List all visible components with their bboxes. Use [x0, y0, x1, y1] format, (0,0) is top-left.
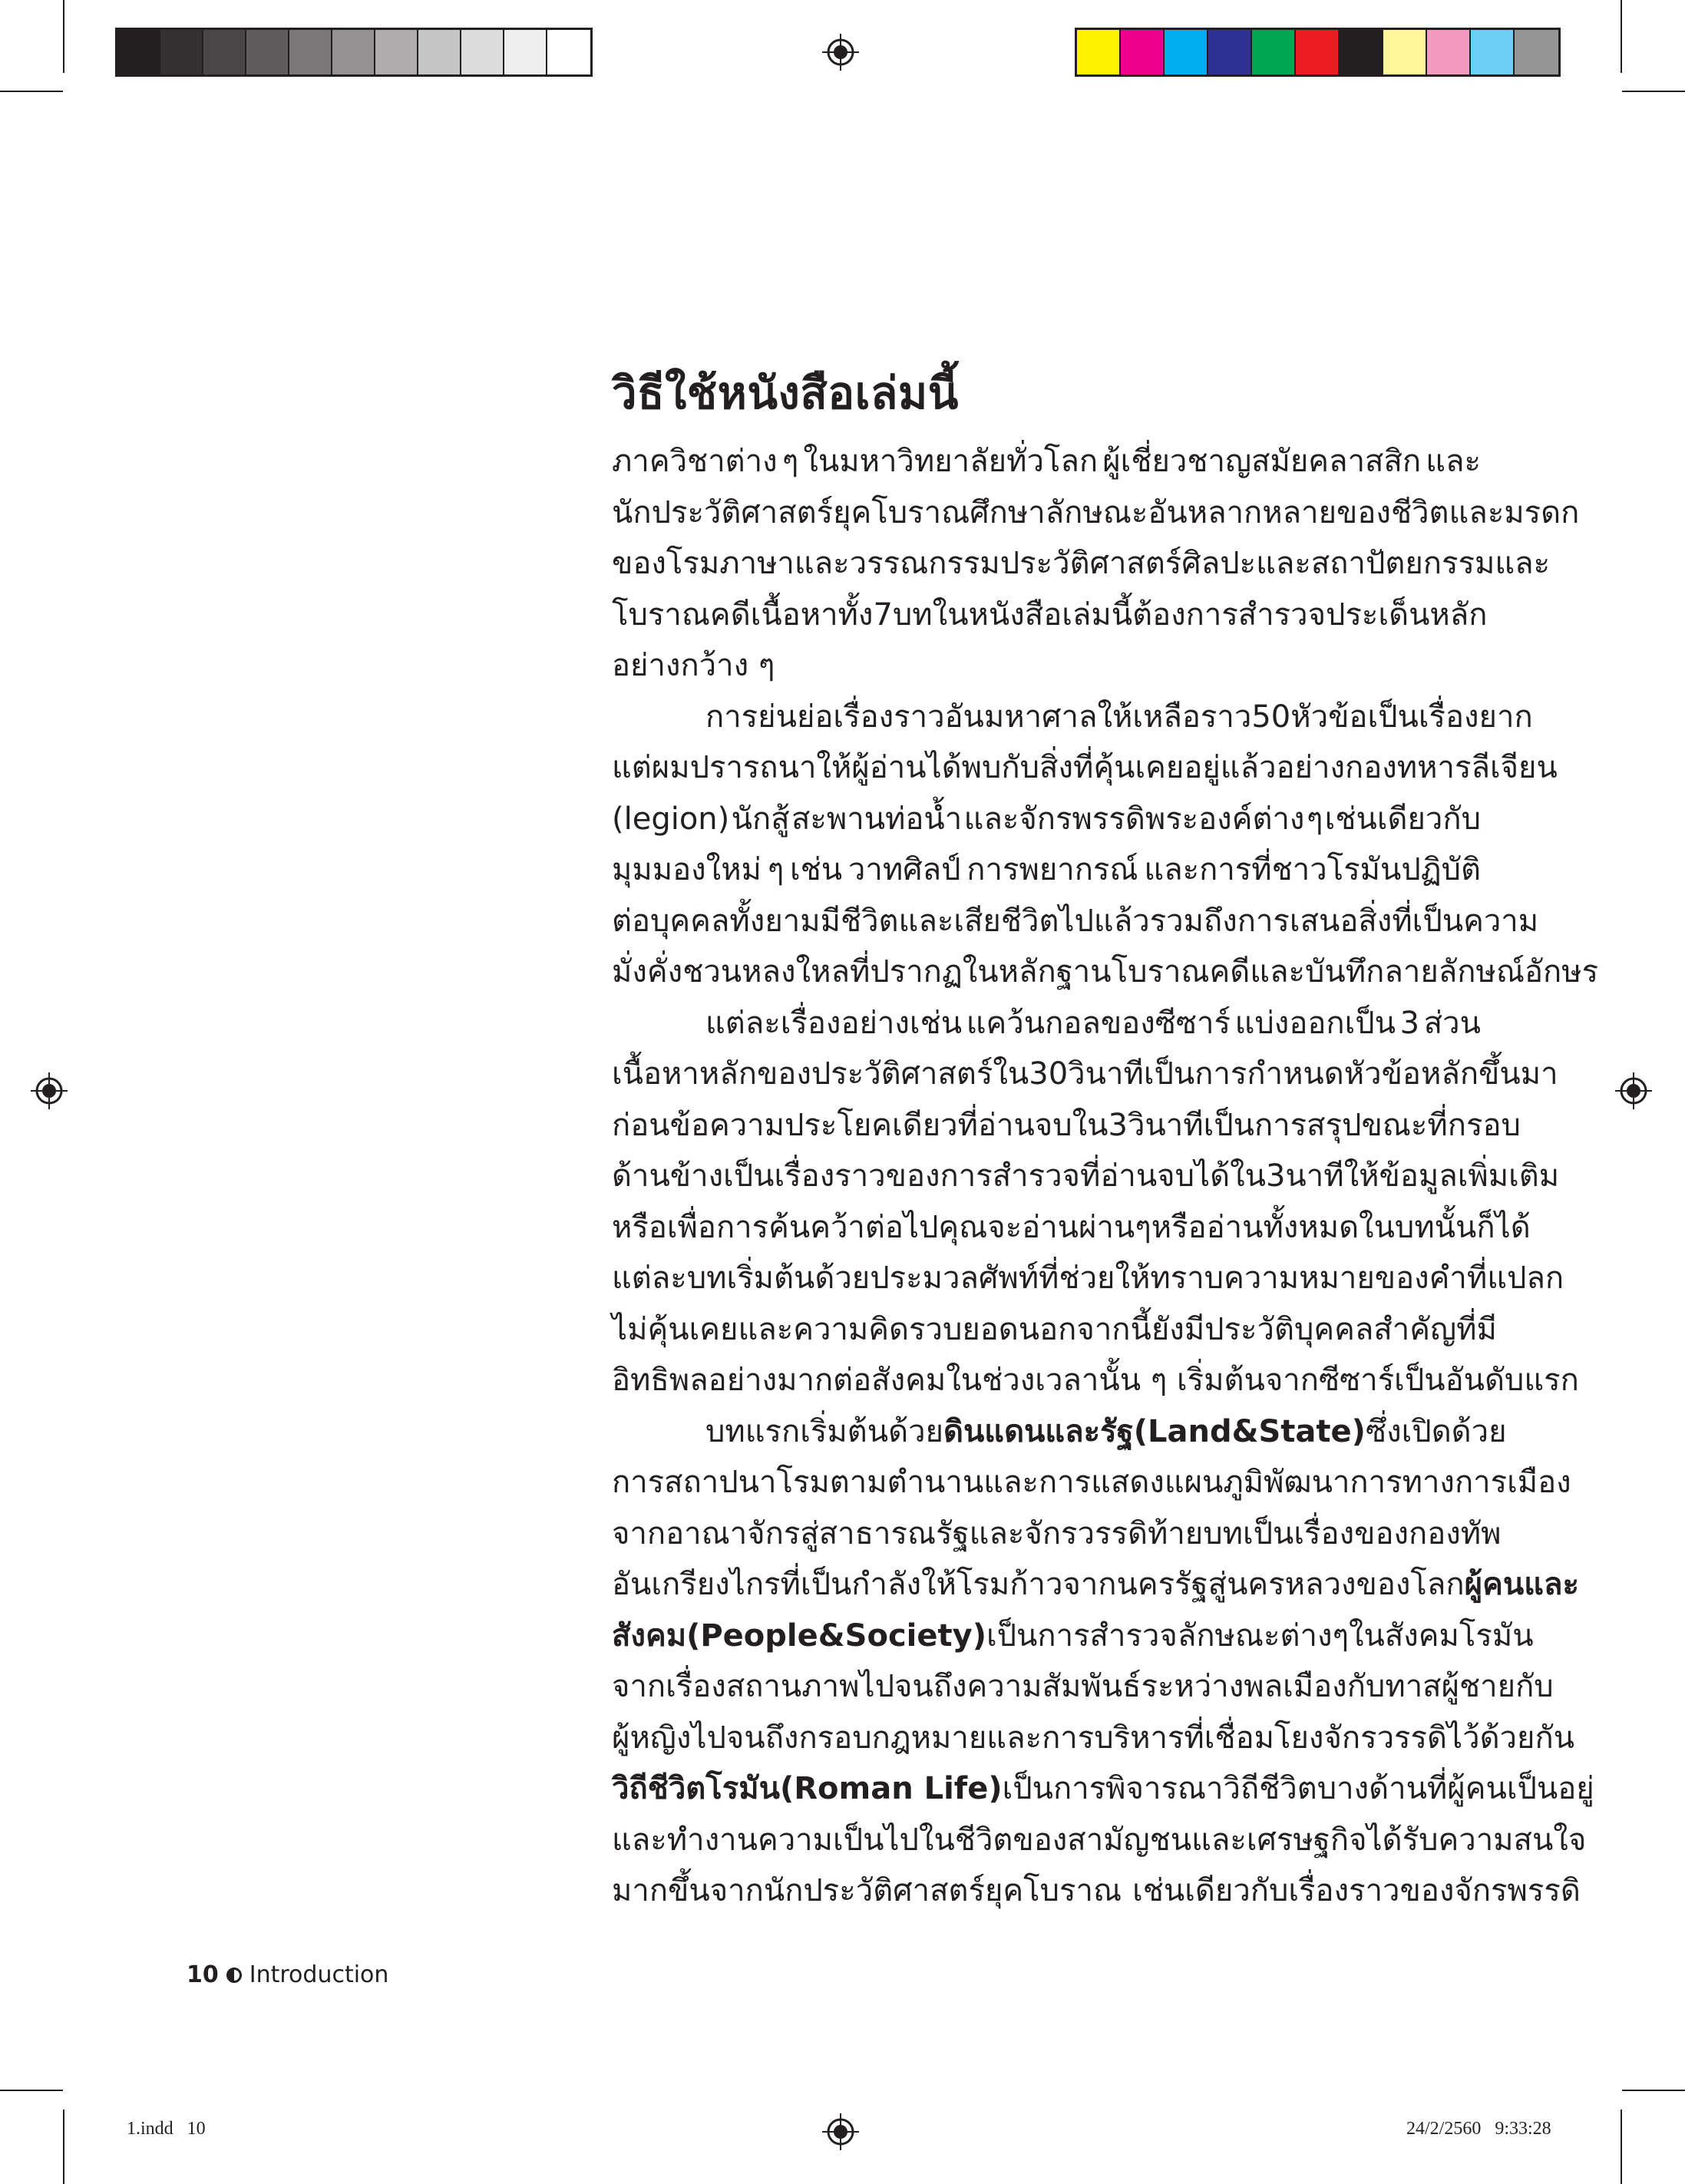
word: ซึ่งเปิดด้วย — [1365, 1413, 1507, 1449]
word: 3 — [1265, 1158, 1286, 1194]
text-line — [612, 1611, 1534, 1662]
color-swatch — [1165, 30, 1208, 74]
word: เช่นเดียวกับเรื่องราวของจักรพรรดิ — [1132, 1873, 1581, 1908]
word: (Roman Life) — [779, 1771, 1003, 1806]
word: ในมหาวิทยาลัยทั่วโลก — [803, 444, 1099, 479]
color-swatch — [1077, 30, 1121, 74]
text-line — [612, 1355, 1579, 1406]
text-line — [612, 1865, 1581, 1917]
gray-swatch — [461, 30, 504, 74]
text-line — [612, 1508, 1502, 1560]
word: ด้านข้างเป็นเรื่องราวของการสำรวจที่อ่านจบได้ใน — [612, 1158, 1266, 1194]
word: ๆ — [1135, 1209, 1151, 1245]
registration-mark-icon — [1615, 1072, 1652, 1109]
word: เป็นการสำรวจลักษณะต่าง — [986, 1617, 1333, 1654]
word: เป็นการกำหนดหัวข้อหลักขึ้นมา — [1143, 1056, 1558, 1092]
slug-datetime: 24/2/2560 9:33:28 — [1406, 2119, 1551, 2139]
color-swatch — [1208, 30, 1252, 74]
word: และ — [1495, 546, 1551, 581]
word: นอกจากนี้ยังมีประวัติบุคคลสำคัญที่มี — [1018, 1311, 1497, 1347]
word: 3 — [1399, 1005, 1420, 1041]
registration-mark-icon — [31, 1072, 68, 1109]
text-line — [612, 1253, 1564, 1304]
gray-swatch — [504, 30, 547, 74]
word: ไม่คุ้นเคยและความคิดรวบยอด — [612, 1311, 1019, 1347]
crop-mark — [1621, 2110, 1622, 2184]
word: และการที่ชาวโรมันปฏิบัติ — [1144, 852, 1481, 887]
grayscale-color-bar — [115, 28, 593, 77]
text-line — [612, 640, 1481, 692]
word: การย่นย่อเรื่องราวอันมหาศาลให้เหลือราว — [705, 699, 1252, 735]
word: หรืออ่านทั้งหมดในบทนั้นก็ได้ — [1151, 1209, 1531, 1245]
word: วินาที — [1068, 1056, 1144, 1092]
color-swatch — [1471, 30, 1515, 74]
word: มั่งคั่งชวนหลงใหลที่ปรากฏในหลักฐานโบราณคดีและบันทึกลายลักษณ์อักษร — [612, 954, 1599, 990]
word: & — [818, 1617, 845, 1654]
text-line — [612, 1763, 1594, 1815]
gray-swatch — [375, 30, 418, 74]
word: ให้ข้อมูลเพิ่มเติม — [1343, 1158, 1560, 1194]
color-swatch — [1252, 30, 1296, 74]
gray-swatch — [117, 30, 160, 74]
word: ประวัติศาสตร์ — [999, 546, 1182, 581]
text-line — [612, 1815, 1587, 1866]
word: เป็นการพิจารณาวิถีชีวิตบางด้านที่ผู้คนเป็นอยู่ — [1002, 1771, 1594, 1806]
word: เช่นเดียวกับ — [1324, 801, 1481, 837]
word: ภาควิชาต่าง — [612, 444, 778, 479]
text-line — [612, 1713, 1575, 1764]
text-line — [612, 947, 1599, 998]
text-line — [612, 1406, 1507, 1458]
word: ขณะที่กรอบ — [1361, 1107, 1521, 1143]
text-line — [612, 896, 1539, 947]
word: หัวข้อ — [1290, 699, 1368, 735]
color-swatch — [1515, 30, 1558, 74]
word: แต่ละบทเริ่มต้นด้วยประมวลศัพท์ที่ช่วยให้ทราบความหมายของคำที่แปลก — [612, 1261, 1564, 1296]
word: ส่วน — [1423, 1005, 1481, 1041]
word: ผู้เชี่ยวชาญสมัยคลาสสิก — [1102, 444, 1422, 479]
word: นักประวัติศาสตร์ยุคโบราณศึกษาลักษณะอันหลากหลายของชีวิตและมรดก — [612, 494, 1580, 530]
word: ต่อบุคคลทั้งยามมีชีวิตและเสียชีวิตไปแล้ว — [612, 903, 1150, 939]
word: และ — [1426, 444, 1481, 479]
text-line — [612, 1661, 1554, 1713]
color-swatch — [1340, 30, 1383, 74]
word: อันเกรียงไกรที่เป็นกำลังให้โรมก้าวจากนครรัฐสู่นครหลวงของโลก — [612, 1567, 1465, 1602]
word: ๆ — [1332, 1617, 1349, 1654]
word: ๆ — [767, 852, 785, 887]
word: วาทศิลป์ — [847, 852, 961, 887]
color-swatch — [1427, 30, 1471, 74]
word: ๆ — [1306, 801, 1323, 837]
page-title: วิธีใช้หนังสือเล่มนี้ — [612, 367, 959, 419]
color-swatch — [1121, 30, 1165, 74]
word: และทำงาน — [612, 1822, 758, 1858]
text-line — [612, 1100, 1521, 1151]
word: สะพานท่อน้ำ — [791, 801, 963, 837]
word: สังคม — [612, 1617, 687, 1654]
word: จากอาณาจักรสู่สาธารณรัฐและจักรวรรดิ — [612, 1515, 1148, 1551]
word: State) — [1258, 1413, 1366, 1449]
word: มากขึ้นจากนักประวัติศาสตร์ยุคโบราณ — [612, 1873, 1122, 1908]
word: (legion) — [612, 801, 730, 837]
registration-mark-icon — [822, 2113, 859, 2150]
crop-mark — [0, 2090, 63, 2091]
word: 30 — [1029, 1056, 1069, 1092]
word: & — [1231, 1413, 1259, 1449]
crop-mark — [63, 2110, 64, 2184]
word: และการแสดงแผนภูมิพัฒนาการทางการเมือง — [983, 1465, 1571, 1500]
word: นาที — [1285, 1158, 1344, 1194]
word: นักสู้ — [731, 801, 790, 837]
word: เนื้อหาหลักของประวัติศาสตร์ใน — [612, 1056, 1029, 1092]
word: วินาทีเป็นการสรุป — [1127, 1107, 1362, 1143]
word: ข้อความประโยคเดียวที่อ่านจบใน — [669, 1107, 1108, 1143]
text-line — [612, 998, 1481, 1049]
process-color-bar — [1075, 28, 1561, 77]
gray-swatch — [418, 30, 461, 74]
word: เนื้อหาทั้ง — [750, 596, 874, 633]
word: (People — [686, 1617, 818, 1654]
word: อย่างกองทหารลีเจียน — [1276, 750, 1558, 785]
word: และจักรพรรดิพระองค์ต่าง — [963, 801, 1305, 837]
text-line — [612, 844, 1481, 896]
crop-mark — [1622, 2090, 1685, 2091]
word: ผู้คนและ — [1464, 1567, 1579, 1602]
word: ผู้หญิง — [612, 1720, 692, 1756]
gray-swatch — [289, 30, 332, 74]
text-line — [612, 590, 1488, 641]
gray-swatch — [547, 30, 590, 74]
word: วิถีชีวิตโรมัน — [612, 1771, 780, 1806]
word: ศิลปะและสถาปัตยกรรม — [1181, 546, 1495, 581]
word: คุณจะอ่านผ่าน — [938, 1209, 1135, 1245]
registration-mark-icon — [822, 34, 859, 71]
color-swatch — [1296, 30, 1340, 74]
word: ในสังคมโรมัน — [1348, 1617, 1534, 1654]
gray-swatch — [246, 30, 289, 74]
slug-file: 1.indd 10 — [127, 2119, 206, 2139]
text-line — [612, 1304, 1497, 1356]
text-line — [612, 1202, 1531, 1254]
word: การสถาปนาโรมตามตำนาน — [612, 1465, 984, 1500]
word: Society) — [844, 1617, 986, 1654]
word: 3 — [1108, 1107, 1128, 1143]
gray-swatch — [203, 30, 246, 74]
text-line — [612, 1457, 1571, 1508]
word: อย่างกว้าง ๆ — [612, 648, 775, 683]
word: จากเรื่องสถานภาพไปจนถึงความสัมพันธ์ระหว่างพลเมืองกับทาส — [612, 1669, 1442, 1704]
text-line — [612, 436, 1481, 487]
word: แคว้นกอลของซีซาร์ — [966, 1005, 1231, 1041]
text-line — [612, 742, 1558, 794]
word: แต่ละเรื่องอย่างเช่น — [705, 1005, 963, 1041]
word: (Land — [1133, 1413, 1232, 1449]
text-line — [612, 538, 1551, 590]
word: ท้ายบทเป็นเรื่องของกองทัพ — [1147, 1515, 1502, 1551]
footer-folio — [187, 1961, 388, 1988]
word: การพยากรณ์ — [966, 852, 1138, 887]
word: แบ่งออกเป็น — [1234, 1005, 1396, 1041]
word: มุมมองใหม่ — [612, 852, 762, 887]
page-number: 10 — [187, 1961, 219, 1988]
word: 7 — [873, 596, 893, 633]
text-line — [612, 487, 1580, 539]
body-text — [612, 436, 1599, 1917]
text-line — [612, 692, 1533, 743]
gray-swatch — [160, 30, 203, 74]
word: ภาษาและวรรณกรรม — [719, 546, 1000, 581]
word: ผู้ชายกับ — [1441, 1669, 1554, 1704]
word: เช่น — [789, 852, 843, 887]
word: ก่อน — [612, 1107, 670, 1143]
text-line — [612, 794, 1481, 845]
word: ไปจนถึงกรอบกฎหมายและการบริหารที่เชื่อมโยงจักรวรรดิไว้ด้วยกัน — [691, 1720, 1575, 1756]
word: เป็นเรื่องยาก — [1367, 699, 1533, 735]
crop-mark — [1622, 91, 1685, 92]
crop-mark — [63, 0, 64, 73]
gray-swatch — [332, 30, 375, 74]
word: บทแรกเริ่มต้นด้วย — [705, 1413, 943, 1449]
crop-mark — [0, 91, 63, 92]
section-label: Introduction — [249, 1961, 389, 1988]
word: อิทธิพลอย่างมากต่อสังคมในช่วงเวลานั้น ๆ เริ่มต้นจากซีซาร์เป็นอันดับแรก — [612, 1363, 1579, 1398]
word: รวมถึงการเสนอสิ่งที่เป็นความ — [1149, 903, 1539, 939]
word: แต่ผมปรารถนาให้ผู้อ่านได้พบกับสิ่งที่คุ้นเคยอยู่แล้ว — [612, 750, 1277, 785]
word: โบราณคดี — [612, 596, 751, 633]
text-line — [612, 1151, 1560, 1202]
word: ๆ — [781, 444, 799, 479]
color-swatch — [1383, 30, 1427, 74]
half-circle-icon — [226, 1968, 242, 1983]
word: ความเป็นไปในชีวิตของสามัญชนและเศรษฐกิจได้รับความสนใจ — [757, 1822, 1587, 1858]
word: ของโรม — [612, 546, 720, 581]
word: 50 — [1251, 699, 1291, 735]
text-line — [612, 1559, 1579, 1611]
word: บท — [892, 596, 933, 633]
crop-mark — [1621, 0, 1622, 73]
word: ในหนังสือเล่มนี้ต้องการสำรวจประเด็นหลัก — [932, 596, 1488, 633]
text-line — [612, 1049, 1558, 1100]
word: ดินแดนและรัฐ — [943, 1413, 1134, 1449]
word: หรือเพื่อการค้นคว้าต่อไป — [612, 1209, 939, 1245]
